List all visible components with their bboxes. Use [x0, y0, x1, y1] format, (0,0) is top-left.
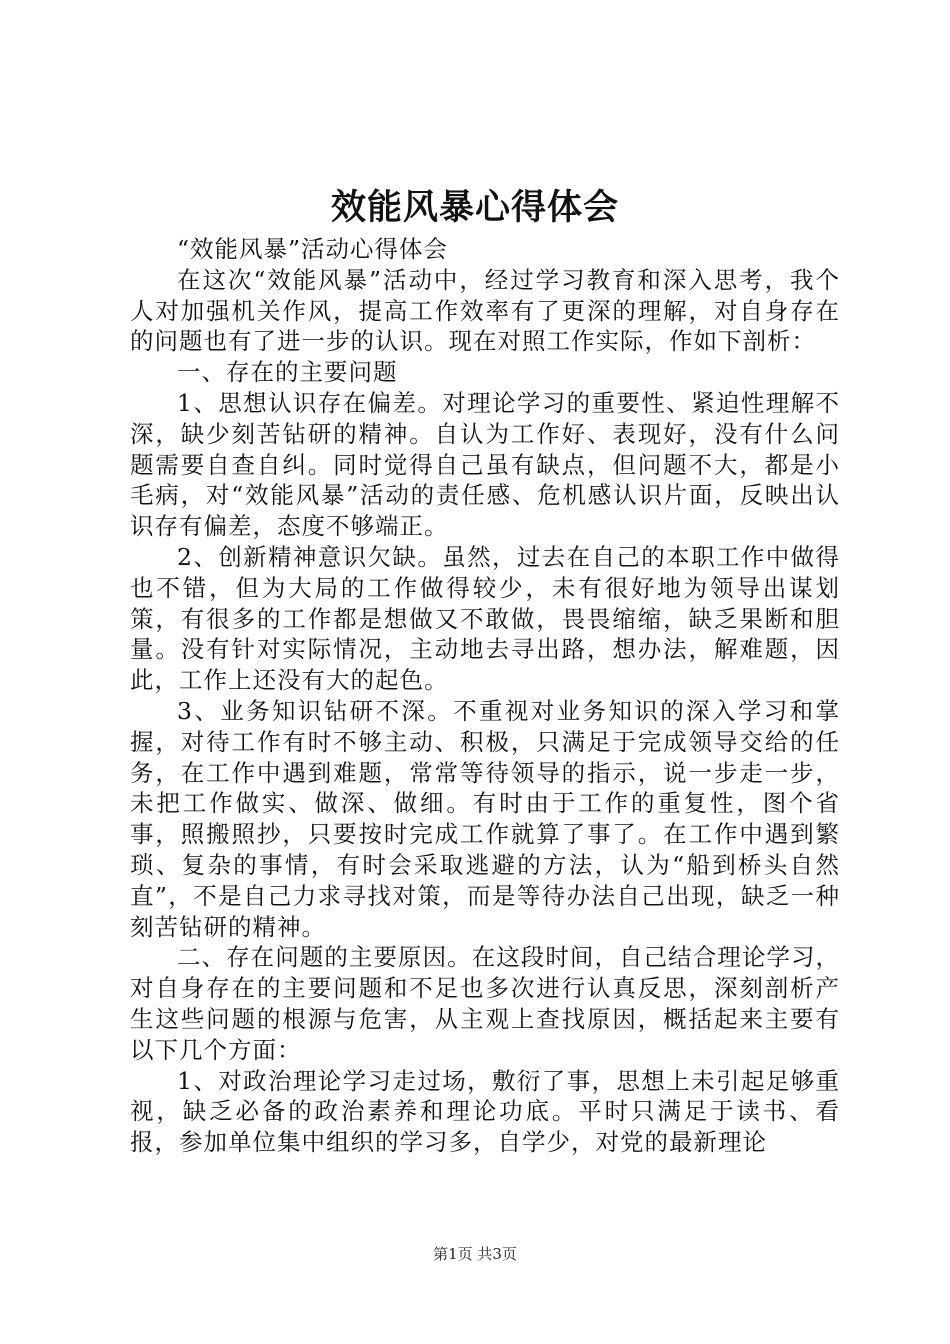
paragraph-cause-1: 1、对政治理论学习走过场，敷衍了事，思想上未引起足够重视，缺乏必备的政治素养和理论功底。平时只满足于读书、看报，参加单位集中组织的学习多，自学少，对党的最新理论 — [130, 1066, 840, 1157]
paragraph-item-1: 1、思想认识存在偏差。对理论学习的重要性、紧迫性理解不深，缺少刻苦钻研的精神。自认为工作好、表现好，没有什么问题需要自查自纠。同时觉得自己虽有缺点，但问题不大，都是小毛病，对“效能风暴”活动的责任感、危机感认识片面，反映出认识存有偏差，态度不够端正。 — [130, 388, 840, 541]
paragraph-section-heading: 一、存在的主要问题 — [177, 358, 398, 387]
paragraph-item-2: 2、创新精神意识欠缺。虽然，过去在自己的本职工作中做得也不错，但为大局的工作做得较少，未有很好地为领导出谋划策，有很多的工作都是想做又不敢做，畏畏缩缩，缺乏果断和胆量。没有针对实际情况，主动地去寻出路，想办法，解难题，因此，工作上还没有大的起色。 — [130, 542, 840, 695]
paragraph-section-causes: 二、存在问题的主要原因。在这段时间，自己结合理论学习，对自身存在的主要问题和不足也多次进行认真反思，深刻剖析产生这些问题的根源与危害，从主观上查找原因，概括起来主要有以下几个方面： — [130, 943, 840, 1064]
page-footer: 第1页 共3页 — [433, 1245, 517, 1263]
document-body — [130, 234, 840, 1158]
paragraph-item-3: 3、业务知识钻研不深。不重视对业务知识的深入学习和掌握，对待工作有时不够主动、积极，只满足于完成领导交给的任务，在工作中遇到难题，常常等待领导的指示，说一步走一步，未把工作做实、做深、做细。有时由于工作的重复性，图个省事，照搬照抄，只要按时完成工作就算了事了。在工作中遇到繁琐、复杂的事情，有时会采取逃避的方法，认为“船到桥头自然直”，不是自己力求寻找对策，而是等待办法自己出现，缺乏一种刻苦钻研的精神。 — [130, 696, 840, 941]
document-title: 效能风暴心得体会 — [330, 187, 619, 228]
paragraph-intro: 在这次“效能风暴”活动中，经过学习教育和深入思考，我个人对加强机关作风，提高工作效率有了更深的理解，对自身存在的问题也有了进一步的认识。现在对照工作实际，作如下剖析： — [130, 265, 840, 356]
paragraph-subtitle: “效能风暴”活动心得体会 — [177, 235, 449, 263]
